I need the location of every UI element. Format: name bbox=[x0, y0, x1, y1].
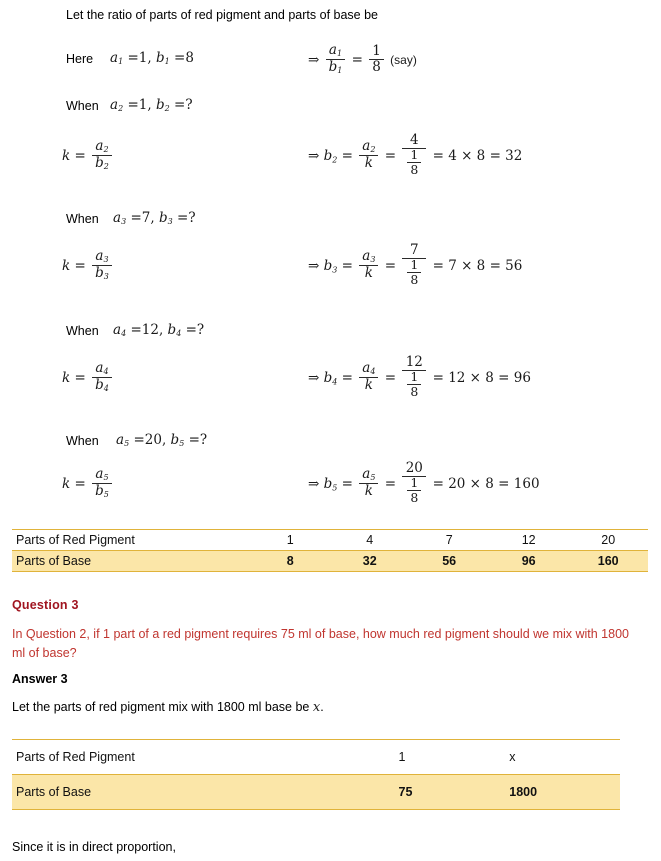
sub: 5 bbox=[179, 439, 185, 449]
step-1-left-expression: $a_1 =1$, $b_1 =8$ bbox=[110, 50, 194, 67]
denominator: 8 bbox=[407, 384, 421, 399]
sub: 2 bbox=[164, 104, 170, 114]
table-row bbox=[12, 551, 648, 572]
var-k: k bbox=[62, 476, 71, 493]
question-3-body: In Question 2, if 1 part of a red pigment requires 75 ml of base, how much red pigment should we mix with 1800 ml of base? bbox=[12, 627, 629, 660]
var-a: a bbox=[113, 322, 122, 338]
var-b: b bbox=[158, 210, 168, 226]
denominator: b bbox=[95, 154, 104, 171]
cell: x bbox=[509, 740, 620, 775]
denominator: 8 bbox=[407, 272, 421, 287]
denominator: 8 bbox=[369, 59, 384, 75]
sub: 1 bbox=[164, 57, 170, 67]
numerator: 20 bbox=[405, 459, 423, 476]
row-label: Parts of Base bbox=[12, 551, 251, 572]
var-b: b bbox=[323, 148, 333, 165]
numerator: 12 bbox=[405, 353, 423, 370]
fraction-a4-over-k bbox=[359, 361, 378, 393]
numerator: a bbox=[362, 360, 371, 377]
equals: = bbox=[341, 476, 353, 493]
denominator: k bbox=[364, 483, 373, 500]
var-k: k bbox=[62, 370, 71, 387]
proportion-table-1 bbox=[12, 529, 648, 572]
denominator: k bbox=[364, 155, 373, 172]
var-a: a bbox=[116, 432, 125, 448]
denominator: b bbox=[328, 58, 338, 75]
equals: = bbox=[74, 370, 86, 387]
sub: 5 bbox=[103, 490, 109, 500]
var-b: b bbox=[155, 97, 165, 113]
var-b: b bbox=[155, 50, 165, 66]
answer-3-intro bbox=[12, 700, 324, 715]
value: 12 bbox=[141, 322, 159, 338]
numerator: a bbox=[95, 465, 104, 482]
step-3-k-equation bbox=[62, 247, 114, 283]
var-b: b bbox=[170, 432, 180, 448]
equals: = bbox=[432, 370, 444, 387]
var-a: a bbox=[110, 50, 119, 66]
equals: = bbox=[384, 258, 397, 275]
answer-3-heading: Answer 3 bbox=[12, 672, 68, 686]
step-2-label: When bbox=[66, 99, 99, 113]
step-4-left-expression: $a_4 =12$, $b_4$ =? bbox=[113, 322, 205, 339]
product: 7 × 8 bbox=[448, 258, 486, 275]
value: ? bbox=[199, 432, 208, 448]
closing-line: Since it is in direct proportion, bbox=[12, 840, 176, 854]
step-1-label: Here bbox=[66, 52, 94, 66]
step-5-k-equation bbox=[62, 465, 114, 501]
table-row bbox=[12, 740, 620, 775]
fraction-one-eighth bbox=[369, 44, 384, 75]
var-b: b bbox=[323, 476, 333, 493]
equals: = bbox=[351, 52, 363, 69]
numerator: a bbox=[95, 137, 104, 154]
cell: 8 bbox=[251, 551, 330, 572]
cell: 32 bbox=[330, 551, 409, 572]
var-k: k bbox=[62, 258, 71, 275]
step-2-k-equation bbox=[62, 137, 114, 173]
step-3-left-expression: $a_3 =7$, $b_3$ =? bbox=[113, 210, 196, 227]
numerator: 1 bbox=[372, 42, 381, 59]
denominator: k bbox=[364, 377, 373, 394]
sub: 3 bbox=[370, 255, 376, 265]
value: 1 bbox=[138, 97, 148, 113]
numerator: a bbox=[362, 248, 371, 265]
sub: 2 bbox=[332, 155, 338, 165]
equals: = bbox=[384, 370, 397, 387]
sub: 3 bbox=[103, 254, 109, 264]
var-b: b bbox=[323, 370, 333, 387]
sub: 4 bbox=[103, 384, 109, 394]
cell: 160 bbox=[568, 551, 648, 572]
cell: 4 bbox=[330, 530, 409, 551]
implies-icon: ⇒ bbox=[308, 52, 320, 69]
proportion-table-2 bbox=[12, 739, 620, 810]
equals: = bbox=[74, 148, 86, 165]
sub: 2 bbox=[103, 144, 109, 154]
nested-fraction bbox=[402, 461, 426, 506]
sub: 5 bbox=[103, 472, 109, 482]
var-k: k bbox=[62, 148, 71, 165]
inner-fraction bbox=[407, 370, 421, 399]
sub: 2 bbox=[118, 104, 124, 114]
cell: 1 bbox=[399, 740, 510, 775]
product: 12 × 8 bbox=[448, 370, 494, 387]
var-b: b bbox=[323, 258, 333, 275]
answer-value: 56 bbox=[505, 258, 523, 275]
sub: 4 bbox=[332, 377, 338, 387]
sub: 3 bbox=[121, 217, 127, 227]
fraction-a4-over-b4 bbox=[92, 361, 112, 394]
numerator: a bbox=[362, 138, 371, 155]
var-a: a bbox=[110, 97, 119, 113]
step-4-label: When bbox=[66, 324, 99, 338]
equals: = bbox=[74, 258, 86, 275]
answer-value: 96 bbox=[513, 370, 531, 387]
denominator: 8 bbox=[407, 162, 421, 177]
equals: = bbox=[341, 258, 353, 275]
equals: = bbox=[489, 258, 501, 275]
inner-fraction bbox=[407, 148, 421, 177]
fraction-a1-over-b1 bbox=[326, 43, 346, 76]
sub: 5 bbox=[124, 439, 130, 449]
step-5-label: When bbox=[66, 434, 99, 448]
denominator: b bbox=[95, 264, 104, 281]
numerator: 1 bbox=[410, 146, 419, 162]
say-note: (say) bbox=[390, 53, 417, 68]
row-label: Parts of Red Pigment bbox=[12, 530, 251, 551]
step-4-result bbox=[308, 353, 531, 401]
value: 8 bbox=[185, 50, 194, 66]
period: . bbox=[320, 700, 324, 714]
numerator: 1 bbox=[410, 368, 419, 384]
denominator: b bbox=[95, 482, 104, 499]
nested-fraction bbox=[402, 133, 426, 178]
equals: = bbox=[384, 148, 397, 165]
step-2-left-expression: $a_2 =1$, $b_2$ =? bbox=[110, 97, 193, 114]
equals: = bbox=[341, 148, 353, 165]
var-b: b bbox=[167, 322, 177, 338]
sub: 1 bbox=[337, 66, 343, 76]
cell: 1800 bbox=[509, 775, 620, 810]
step-2-result bbox=[308, 131, 523, 179]
table-row bbox=[12, 530, 648, 551]
fraction-a2-over-k bbox=[359, 139, 378, 171]
numerator: a bbox=[95, 359, 104, 376]
cell: 7 bbox=[409, 530, 488, 551]
equals: = bbox=[432, 476, 444, 493]
fraction-a3-over-b3 bbox=[92, 249, 112, 282]
denominator: b bbox=[95, 376, 104, 393]
step-4-k-equation bbox=[62, 359, 114, 395]
value: ? bbox=[196, 322, 205, 338]
sub: 4 bbox=[121, 329, 127, 339]
question-3-heading: Question 3 bbox=[12, 598, 79, 612]
step-3-label: When bbox=[66, 212, 99, 226]
equals: = bbox=[489, 148, 501, 165]
product: 20 × 8 bbox=[448, 476, 494, 493]
value: 1 bbox=[138, 50, 148, 66]
cell: 1 bbox=[251, 530, 330, 551]
fraction-a3-over-k bbox=[359, 249, 378, 281]
inner-fraction bbox=[407, 258, 421, 287]
cell: 56 bbox=[409, 551, 488, 572]
numerator: a bbox=[362, 466, 371, 483]
equals: = bbox=[341, 370, 353, 387]
implies-icon: ⇒ bbox=[308, 258, 320, 275]
sub: 5 bbox=[332, 483, 338, 493]
step-3-result bbox=[308, 241, 523, 289]
sub: 4 bbox=[370, 367, 376, 377]
nested-fraction bbox=[402, 243, 426, 288]
sub: 3 bbox=[167, 217, 173, 227]
fraction-a5-over-k bbox=[359, 467, 378, 499]
inner-fraction bbox=[407, 476, 421, 505]
table-row bbox=[12, 775, 620, 810]
value: ? bbox=[185, 97, 193, 113]
answer-value: 32 bbox=[505, 148, 523, 165]
numerator: 4 bbox=[410, 131, 419, 148]
intro-line: Let the ratio of parts of red pigment and parts of base be bbox=[66, 8, 378, 22]
denominator: 8 bbox=[407, 490, 421, 505]
equals: = bbox=[432, 148, 444, 165]
row-label: Parts of Base bbox=[12, 775, 399, 810]
implies-icon: ⇒ bbox=[308, 370, 320, 387]
row-label: Parts of Red Pigment bbox=[12, 740, 399, 775]
var-x: x bbox=[312, 700, 321, 715]
var-a: a bbox=[113, 210, 122, 226]
denominator: k bbox=[364, 265, 373, 282]
fraction-a2-over-b2 bbox=[92, 139, 112, 172]
cell: 20 bbox=[568, 530, 648, 551]
equals: = bbox=[498, 370, 510, 387]
numerator: 7 bbox=[410, 241, 419, 258]
answer-value: 160 bbox=[513, 476, 540, 493]
numerator: a bbox=[328, 41, 337, 58]
answer-intro-text: Let the parts of red pigment mix with 1800 ml base be bbox=[12, 700, 310, 714]
step-5-left-expression: $a_5 =20$, $b_5$ =? bbox=[116, 432, 208, 449]
equals: = bbox=[432, 258, 444, 275]
value: ? bbox=[188, 210, 196, 226]
value: 7 bbox=[141, 210, 151, 226]
sub: 4 bbox=[176, 329, 182, 339]
fraction-a5-over-b5 bbox=[92, 467, 112, 500]
cell: 75 bbox=[399, 775, 510, 810]
numerator: 1 bbox=[410, 256, 419, 272]
equals: = bbox=[498, 476, 510, 493]
numerator: 1 bbox=[410, 474, 419, 490]
cell: 96 bbox=[489, 551, 568, 572]
sub: 3 bbox=[332, 265, 338, 275]
implies-icon: ⇒ bbox=[308, 148, 320, 165]
sub: 4 bbox=[103, 366, 109, 376]
numerator: a bbox=[95, 247, 104, 264]
nested-fraction bbox=[402, 355, 426, 400]
step-5-result bbox=[308, 459, 540, 507]
sub: 1 bbox=[336, 48, 343, 58]
cell: 12 bbox=[489, 530, 568, 551]
step-1-right-expression bbox=[308, 41, 417, 77]
sub: 5 bbox=[370, 473, 376, 483]
sub: 1 bbox=[118, 57, 124, 67]
equals: = bbox=[384, 476, 397, 493]
product: 4 × 8 bbox=[448, 148, 486, 165]
implies-icon: ⇒ bbox=[308, 476, 320, 493]
sub: 2 bbox=[103, 162, 109, 172]
sub: 2 bbox=[370, 145, 376, 155]
equals: = bbox=[74, 476, 86, 493]
value: 20 bbox=[144, 432, 162, 448]
sub: 3 bbox=[103, 272, 109, 282]
